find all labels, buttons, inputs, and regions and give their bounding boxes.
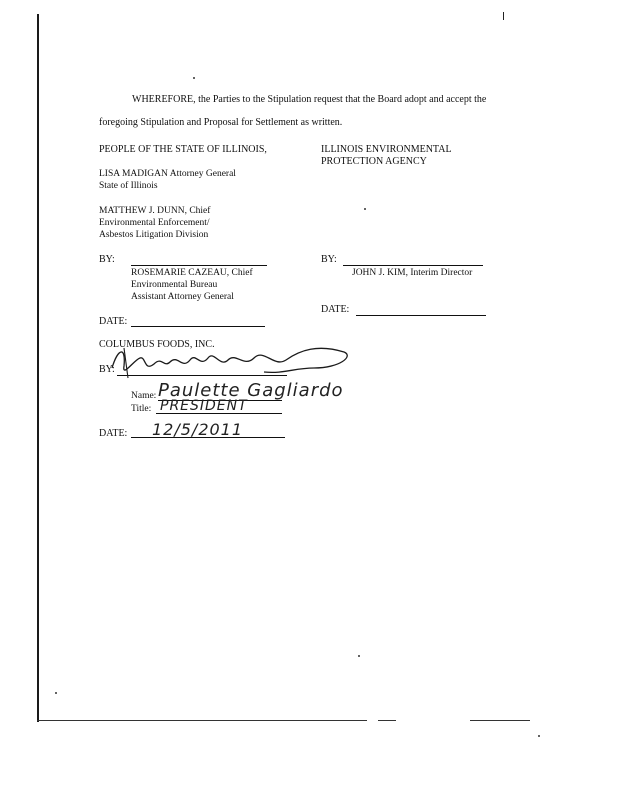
left-signer-title: Assistant Attorney General [131, 292, 234, 302]
right-by-label: BY: [321, 254, 337, 265]
chief-dept-line-2: Asbestos Litigation Division [99, 230, 209, 240]
chief-name: MATTHEW J. DUNN, Chief [99, 206, 211, 216]
intro-line-1: WHEREFORE, the Parties to the Stipulation request that the Board adopt and accept the [132, 94, 487, 105]
scan-speck [193, 77, 195, 79]
respondent-title-line [156, 413, 282, 414]
respondent-company: COLUMBUS FOODS, INC. [99, 339, 215, 350]
intro-line-2: foregoing Stipulation and Proposal for Settlement as written. [99, 117, 343, 128]
left-signer-name: ROSEMARIE CAZEAU, Chief [131, 268, 253, 278]
scan-bottom-rule-3 [470, 720, 530, 721]
right-date-label: DATE: [321, 304, 350, 315]
left-by-signature-line [131, 265, 267, 266]
left-by-label: BY: [99, 254, 115, 265]
scan-speck [358, 655, 360, 657]
respondent-by-label: BY: [99, 364, 115, 375]
scan-border-left [37, 14, 39, 722]
right-party-name-line-1: ILLINOIS ENVIRONMENTAL [321, 144, 452, 155]
right-date-line [356, 315, 486, 316]
respondent-title-handwritten: PRESIDENT [160, 398, 248, 414]
left-party-name: PEOPLE OF THE STATE OF ILLINOIS, [99, 144, 267, 155]
respondent-date-line [131, 437, 285, 438]
right-party-name-line-2: PROTECTION AGENCY [321, 156, 427, 167]
respondent-date-label: DATE: [99, 428, 128, 439]
respondent-date-handwritten: 12/5/2011 [152, 420, 244, 439]
scan-bottom-rule [37, 720, 367, 721]
left-signer-bureau: Environmental Bureau [131, 280, 218, 290]
scan-border-mark [503, 12, 504, 20]
right-by-signature-line [343, 265, 483, 266]
right-signer: JOHN J. KIM, Interim Director [352, 268, 473, 278]
left-date-label: DATE: [99, 316, 128, 327]
chief-dept-line-1: Environmental Enforcement/ [99, 218, 210, 228]
respondent-title-label: Title: [131, 404, 152, 414]
attorney-general-name: LISA MADIGAN Attorney General [99, 169, 236, 179]
scan-speck [55, 692, 57, 694]
scan-bottom-rule-2 [378, 720, 396, 721]
left-date-line [131, 326, 265, 327]
scan-speck [364, 208, 366, 210]
respondent-name-label: Name: [131, 391, 157, 401]
respondent-name-handwritten: Paulette Gagliardo [158, 380, 344, 401]
attorney-general-state: State of Illinois [99, 181, 158, 191]
scan-speck [538, 735, 540, 737]
